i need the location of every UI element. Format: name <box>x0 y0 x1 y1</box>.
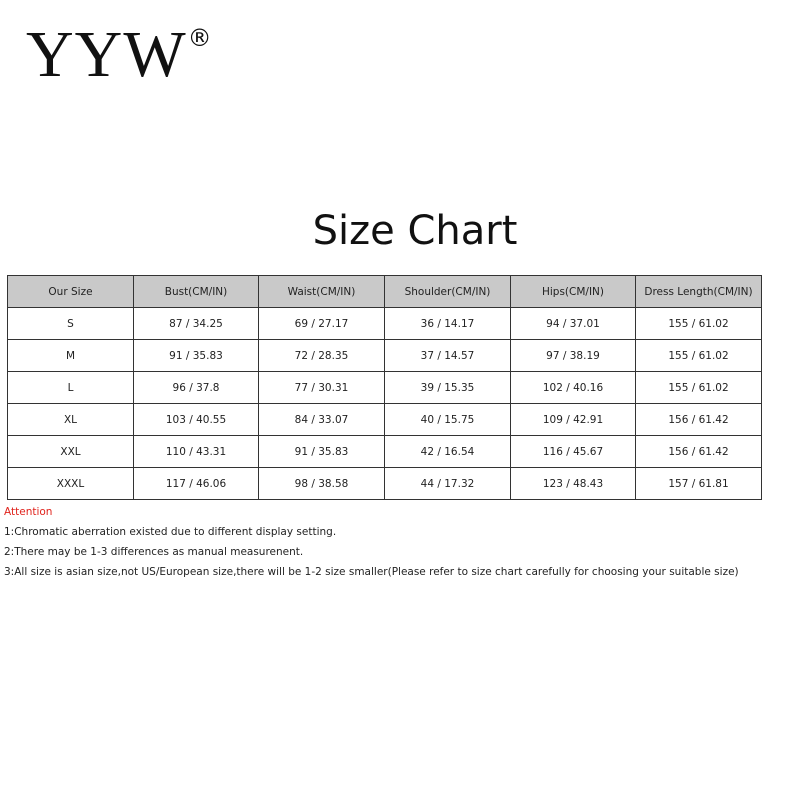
registered-mark: ® <box>187 24 213 52</box>
measurement-cell: 96 / 37.8 <box>134 372 259 404</box>
measurement-cell: 98 / 38.58 <box>259 468 385 500</box>
size-label-cell: XXL <box>8 436 134 468</box>
brand-logo <box>26 18 213 91</box>
column-header: Our Size <box>8 276 134 308</box>
measurement-cell: 117 / 46.06 <box>134 468 259 500</box>
column-header: Bust(CM/IN) <box>134 276 259 308</box>
table-row <box>8 308 762 340</box>
note-item-1: 1:Chromatic aberration existed due to different display setting. <box>4 526 337 538</box>
measurement-cell: 97 / 38.19 <box>511 340 636 372</box>
measurement-cell: 69 / 27.17 <box>259 308 385 340</box>
column-header: Dress Length(CM/IN) <box>636 276 762 308</box>
measurement-cell: 103 / 40.55 <box>134 404 259 436</box>
size-label-cell: S <box>8 308 134 340</box>
measurement-cell: 109 / 42.91 <box>511 404 636 436</box>
measurement-cell: 123 / 48.43 <box>511 468 636 500</box>
table-header-row <box>8 276 762 308</box>
measurement-cell: 37 / 14.57 <box>385 340 511 372</box>
measurement-cell: 155 / 61.02 <box>636 308 762 340</box>
measurement-cell: 102 / 40.16 <box>511 372 636 404</box>
measurement-cell: 91 / 35.83 <box>134 340 259 372</box>
size-label-cell: XXXL <box>8 468 134 500</box>
table-body <box>8 308 762 500</box>
column-header: Shoulder(CM/IN) <box>385 276 511 308</box>
measurement-cell: 44 / 17.32 <box>385 468 511 500</box>
measurement-cell: 40 / 15.75 <box>385 404 511 436</box>
size-chart-table <box>7 275 762 500</box>
table-row <box>8 404 762 436</box>
measurement-cell: 91 / 35.83 <box>259 436 385 468</box>
measurement-cell: 156 / 61.42 <box>636 436 762 468</box>
size-label-cell: XL <box>8 404 134 436</box>
attention-heading: Attention <box>4 506 53 518</box>
measurement-cell: 72 / 28.35 <box>259 340 385 372</box>
table-row <box>8 372 762 404</box>
size-label-cell: L <box>8 372 134 404</box>
measurement-cell: 94 / 37.01 <box>511 308 636 340</box>
measurement-cell: 87 / 34.25 <box>134 308 259 340</box>
note-item-2: 2:There may be 1-3 differences as manual measurenent. <box>4 546 304 558</box>
table-row <box>8 468 762 500</box>
measurement-cell: 156 / 61.42 <box>636 404 762 436</box>
column-header: Hips(CM/IN) <box>511 276 636 308</box>
measurement-cell: 157 / 61.81 <box>636 468 762 500</box>
table-row <box>8 436 762 468</box>
measurement-cell: 42 / 16.54 <box>385 436 511 468</box>
table-row <box>8 340 762 372</box>
measurement-cell: 110 / 43.31 <box>134 436 259 468</box>
measurement-cell: 155 / 61.02 <box>636 340 762 372</box>
attention-notes <box>4 505 794 585</box>
measurement-cell: 39 / 15.35 <box>385 372 511 404</box>
column-header: Waist(CM/IN) <box>259 276 385 308</box>
note-item-3: 3:All size is asian size,not US/European size,there will be 1-2 size smaller(Please refer to size chart carefully for choosing your suitable size) <box>4 566 739 578</box>
measurement-cell: 36 / 14.17 <box>385 308 511 340</box>
page-title: Size Chart <box>312 208 518 254</box>
brand-logo-text: YYW <box>26 18 187 91</box>
size-label-cell: M <box>8 340 134 372</box>
measurement-cell: 77 / 30.31 <box>259 372 385 404</box>
measurement-cell: 155 / 61.02 <box>636 372 762 404</box>
measurement-cell: 116 / 45.67 <box>511 436 636 468</box>
measurement-cell: 84 / 33.07 <box>259 404 385 436</box>
